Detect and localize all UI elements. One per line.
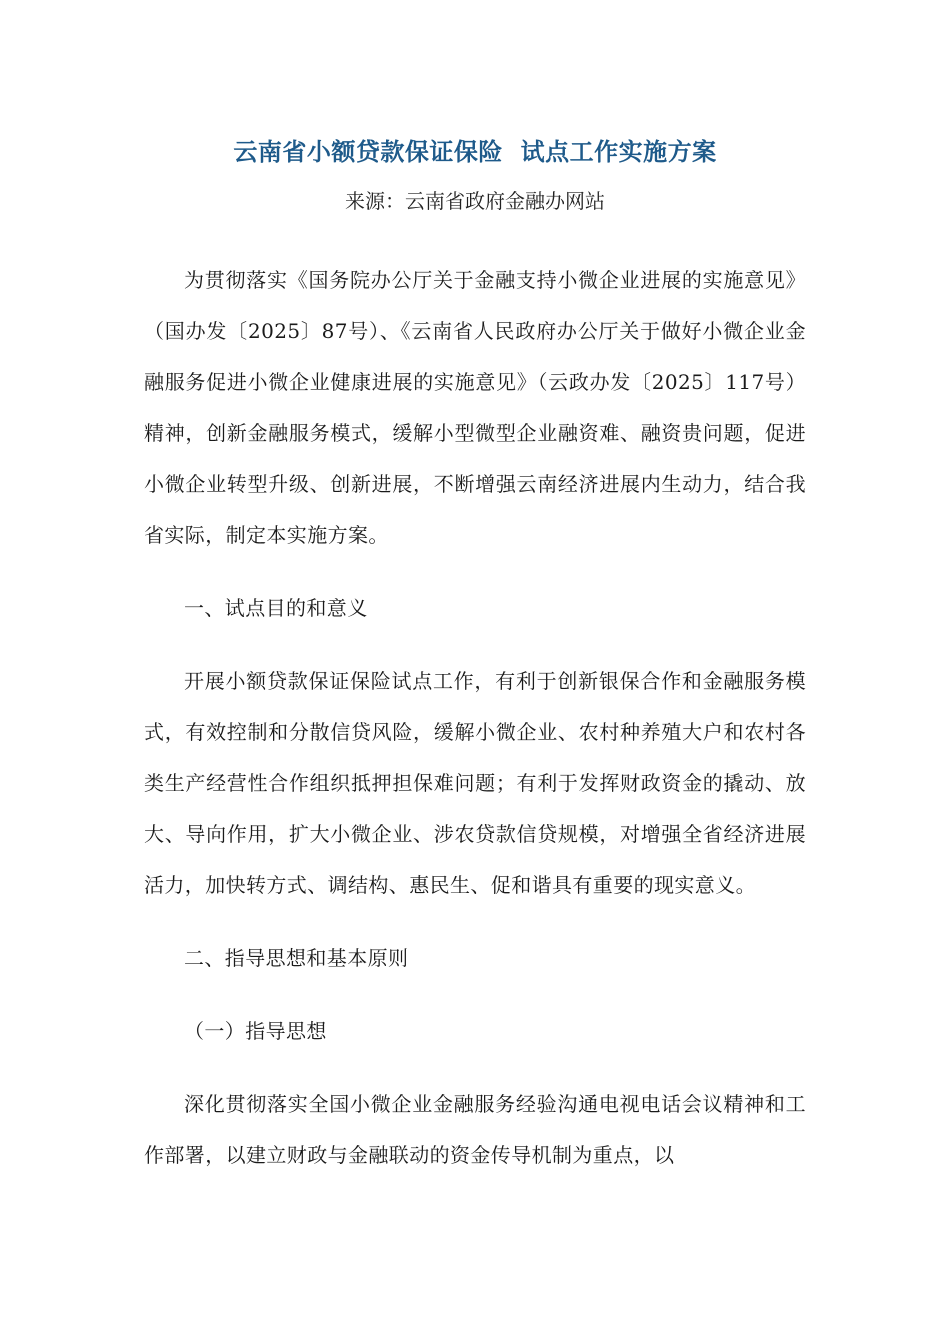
section-2-heading: 二、指导思想和基本原则 — [184, 946, 409, 970]
document-source: 来源：云南省政府金融办网站 — [345, 189, 605, 213]
section-1-heading: 一、试点目的和意义 — [184, 596, 368, 620]
section-1-paragraph: 开展小额贷款保证保险试点工作，有利于创新银保合作和金融服务模式，有效控制和分散信贷风险，缓解小微企业、农村种养殖大户和农村各类生产经营性合作组织抵押担保难问题；有利于发挥财政资金的撬动、放大、导向作用，扩大小微企业、涉农贷款信贷规模，对增强全省经济进展活力，加快转方式、调结构、惠民生、促和谐具有重要的现实意义。 — [144, 669, 806, 897]
section-2-sub-1-paragraph: 深化贯彻落实全国小微企业金融服务经验沟通电视电话会议精神和工作部署，以建立财政与金融联动的资金传导机制为重点，以 — [144, 1092, 806, 1167]
section-2-subheading-1: （一）指导思想 — [184, 1019, 327, 1043]
intro-paragraph: 为贯彻落实《国务院办公厅关于金融支持小微企业进展的实施意见》（国办发〔2025〕87号）、《云南省人民政府办公厅关于做好小微企业金融服务促进小微企业健康进展的实施意见》（云政办发〔2025〕117号）精神，创新金融服务模式，缓解小型微型企业融资难、融资贵问题，促进小微企业转型升级、创新进展，不断增强云南经济进展内生动力，结合我省实际，制定本实施方案。 — [144, 268, 806, 547]
document-title: 云南省小额贷款保证保险 试点工作实施方案 — [233, 138, 717, 166]
document-body — [144, 255, 806, 1203]
